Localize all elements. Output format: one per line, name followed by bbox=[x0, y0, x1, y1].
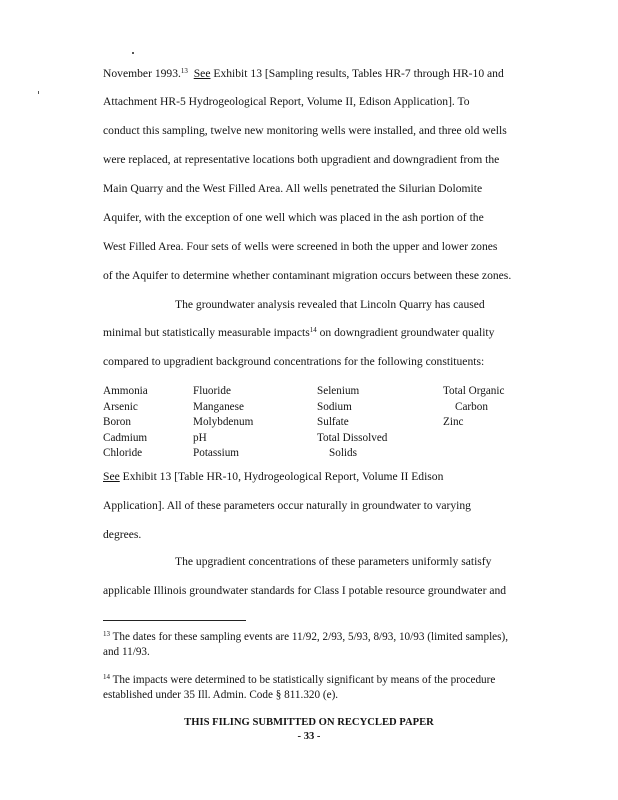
body-line-13: Application]. All of these parameters occur naturally in groundwater to varying bbox=[103, 499, 471, 512]
body-line-7: West Filled Area. Four sets of wells were screened in both the upper and lower zones bbox=[103, 240, 498, 253]
body-line-5: Main Quarry and the West Filled Area. All wells penetrated the Silurian Dolomite bbox=[103, 182, 483, 195]
scan-speck bbox=[132, 52, 134, 54]
body-line-11: compared to upgradient background concentrations for the following constituents: bbox=[103, 355, 485, 368]
footnote-ref-14[interactable]: 14 bbox=[309, 326, 317, 334]
constituent: Cadmium bbox=[103, 431, 148, 444]
body-line-8: of the Aquifer to determine whether contaminant migration occurs between these zones. bbox=[103, 269, 512, 282]
constituent: Sodium bbox=[317, 400, 352, 413]
constituent: pH bbox=[193, 431, 207, 444]
constituent: Ammonia bbox=[103, 385, 148, 397]
footnote-separator bbox=[103, 620, 246, 621]
body-line-4: were replaced, at representative locations both upgradient and downgradient from the bbox=[103, 153, 500, 166]
constituents-column-3 bbox=[317, 384, 387, 462]
constituents-column-1 bbox=[103, 384, 148, 462]
constituent: Fluoride bbox=[193, 385, 231, 397]
constituent: Solids bbox=[329, 447, 357, 460]
constituent: Chloride bbox=[103, 447, 143, 460]
body-line-14: degrees. bbox=[103, 528, 142, 541]
constituent: Sulfate bbox=[317, 416, 349, 429]
footnote-13: $^{13}$ The dates for these sampling events are 11/92, 2/93, 5/93, 8/93, 10/93 (limited samples), and 11/93. bbox=[103, 630, 509, 658]
constituent: Selenium bbox=[317, 385, 360, 397]
body-line-1: November 1993.13 See Exhibit 13 [Sampling results, Tables HR-7 through HR-10 and bbox=[103, 67, 504, 80]
body-line-9: The groundwater analysis revealed that Lincoln Quarry has caused bbox=[175, 298, 485, 311]
body-line-3: conduct this sampling, twelve new monitoring wells were installed, and three old wells bbox=[103, 124, 507, 137]
footnote-ref-13[interactable]: 13 bbox=[180, 67, 188, 75]
body-line-6: Aquifer, with the exception of one well which was placed in the ash portion of the bbox=[103, 211, 484, 224]
constituent: Potassium bbox=[193, 447, 240, 460]
body-line-2: Attachment HR-5 Hydrogeological Report, Volume II, Edison Application]. To bbox=[103, 95, 470, 108]
constituents-column-4 bbox=[443, 384, 504, 431]
body-line-10: minimal but statistically measurable impacts$^{14}$ on downgradient groundwater quality bbox=[103, 326, 495, 339]
body-line-16: applicable Illinois groundwater standards for Class I potable resource groundwater and bbox=[103, 584, 507, 597]
scan-speck bbox=[38, 91, 39, 94]
constituent: Total Organic bbox=[443, 385, 505, 397]
page-number: - 33 - bbox=[297, 731, 321, 742]
constituent: Boron bbox=[103, 416, 131, 429]
constituent: Manganese bbox=[193, 400, 244, 413]
constituent: Carbon bbox=[455, 400, 488, 413]
constituent: Molybdenum bbox=[193, 416, 254, 429]
constituent: Zinc bbox=[443, 416, 464, 429]
constituent: Total Dissolved bbox=[317, 431, 388, 444]
constituent: Arsenic bbox=[103, 400, 138, 413]
body-line-15: The upgradient concentrations of these parameters uniformly satisfy bbox=[175, 555, 492, 568]
recycled-paper-notice: THIS FILING SUBMITTED ON RECYCLED PAPER bbox=[184, 717, 434, 728]
footnote-14: $^{14}$ The impacts were determined to be statistically significant by means of the procedure established under 35 Ill. Admin. Code § 811.320 (e). bbox=[103, 673, 496, 701]
constituents-column-2 bbox=[193, 384, 253, 462]
body-line-12: See Exhibit 13 [Table HR-10, Hydrogeological Report, Volume II Edison bbox=[103, 470, 444, 483]
